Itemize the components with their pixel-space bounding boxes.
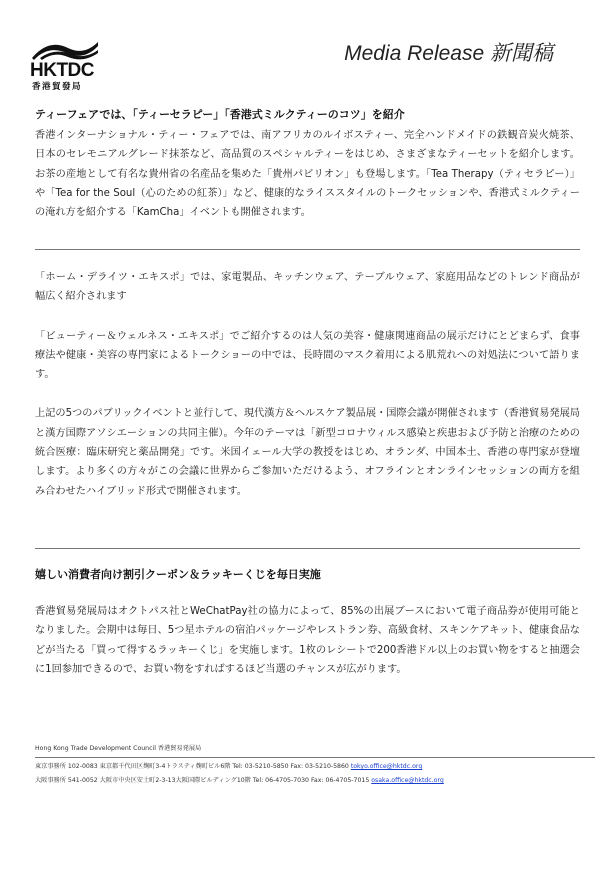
tea-fair-heading: ティーフェアでは、「ティーセラピー」「香港式ミルクティーのコツ」を紹介 xyxy=(35,108,405,121)
tea-fair-section xyxy=(35,106,580,222)
footer-osaka xyxy=(35,776,595,786)
osaka-email-link[interactable]: osaka.office@hktdc.org xyxy=(371,777,444,784)
chinese-medicine-paragraph: 上記の5つのパブリックイベントと並行して、現代漢方＆ヘルスケア製品展・国際会議が開催されます（香港貿易発展局と漢方国際アソシエーションの共同主催）。今年のテーマは「新型コロナウィルス感染と疾患および予防と治療のための統合医療：臨床研究と薬品開発」です。米国イェール大学の教授をはじめ、オランダ、中国本土、香港の専門家が登壇します。より多くの方々がこの会議に世界からご参加いただけるよう、オフラインとオンラインセッションの両方を組み合わせたハイブリッド形式で開催されます。 xyxy=(35,408,580,497)
divider xyxy=(35,249,580,250)
osaka-address: 大阪事務所 541-0052 大阪市中央区安土町2-3-13大阪国際ビルディング10階 Tel: 06-4705-7030 Fax: 06-4705-7015 xyxy=(35,777,370,784)
coupon-paragraph: 香港貿易発展局はオクトパス社とWeChatPay社の協力によって、85%の出展ブースにおいて電子商品券が使用可能となりました。会期中は毎日、5つ星ホテルの宿泊パッケージやレストラン券、高級食材、スキンケアキット、健康食品などが当たる「買って得するラッキーくじ」を実施します。1枚のレシートで200香港ドル以上のお買い物をすると抽選会に1回参加できるので、お買い物をすればするほど当選のチャンスが広がります。 xyxy=(35,606,580,675)
coupon-heading: 嬉しい消費者向け割引クーポン＆ラッキーくじを毎日実施 xyxy=(35,568,321,581)
beauty-wellness-paragraph: 「ビューティー＆ウェルネス・エキスポ」でご紹介するのは人気の美容・健康関連商品の展示だけにとどまらず、食事療法や健康・美容の専門家によるトークショーの中では、長時間のマスク着用による肌荒れへの対処法について語ります。 xyxy=(35,330,580,381)
home-delights-paragraph: 「ホーム・デライツ・エキスポ」では、家電製品、キッチンウェア、テーブルウェア、家庭用品などのトレンド商品が幅広く紹介されます xyxy=(35,272,580,303)
logo-subtitle: 香港貿發局 xyxy=(32,82,83,92)
logo-text: HKTDC xyxy=(30,60,94,81)
footer-org: Hong Kong Trade Development Council 香港貿易発展局 xyxy=(35,745,202,752)
footer-tokyo xyxy=(35,762,595,772)
hktdc-wave-icon xyxy=(30,38,100,62)
coupon-section xyxy=(35,566,580,679)
tokyo-email-link[interactable]: tokyo.office@hktdc.org xyxy=(350,763,423,770)
tea-fair-paragraph: 香港インターナショナル・ティー・フェアでは、南アフリカのルイボスティー、完全ハンドメイドの鉄観音炭火焼茶、日本のセレモニアルグレード抹茶など、高品質のスペシャルティーをはじめ、さまざまなティーセットを紹介します。お茶の産地として有名な貴州省の名産品を集めた「貴州パビリオン」も登場します。「Tea Therapy（ティセラピー）」や「Tea for the Soul（心のための紅茶）」など、健康的なライススタイルのトークセッションや、香港式ミルクティーの淹れ方を紹介する「KamCha」イベントも開催されます。 xyxy=(35,130,580,219)
hktdc-logo xyxy=(30,38,100,94)
page-title: Media Release 新聞稿 xyxy=(344,42,553,65)
divider xyxy=(35,548,580,549)
footer-divider xyxy=(35,757,595,758)
expo-section xyxy=(35,268,580,501)
tokyo-address: 東京事務所 102-0083 東京都千代田区麹町3-4トラスティ麹町ビル6階 Tel: 03-5210-5850 Fax: 03-5210-5860 xyxy=(35,763,349,770)
